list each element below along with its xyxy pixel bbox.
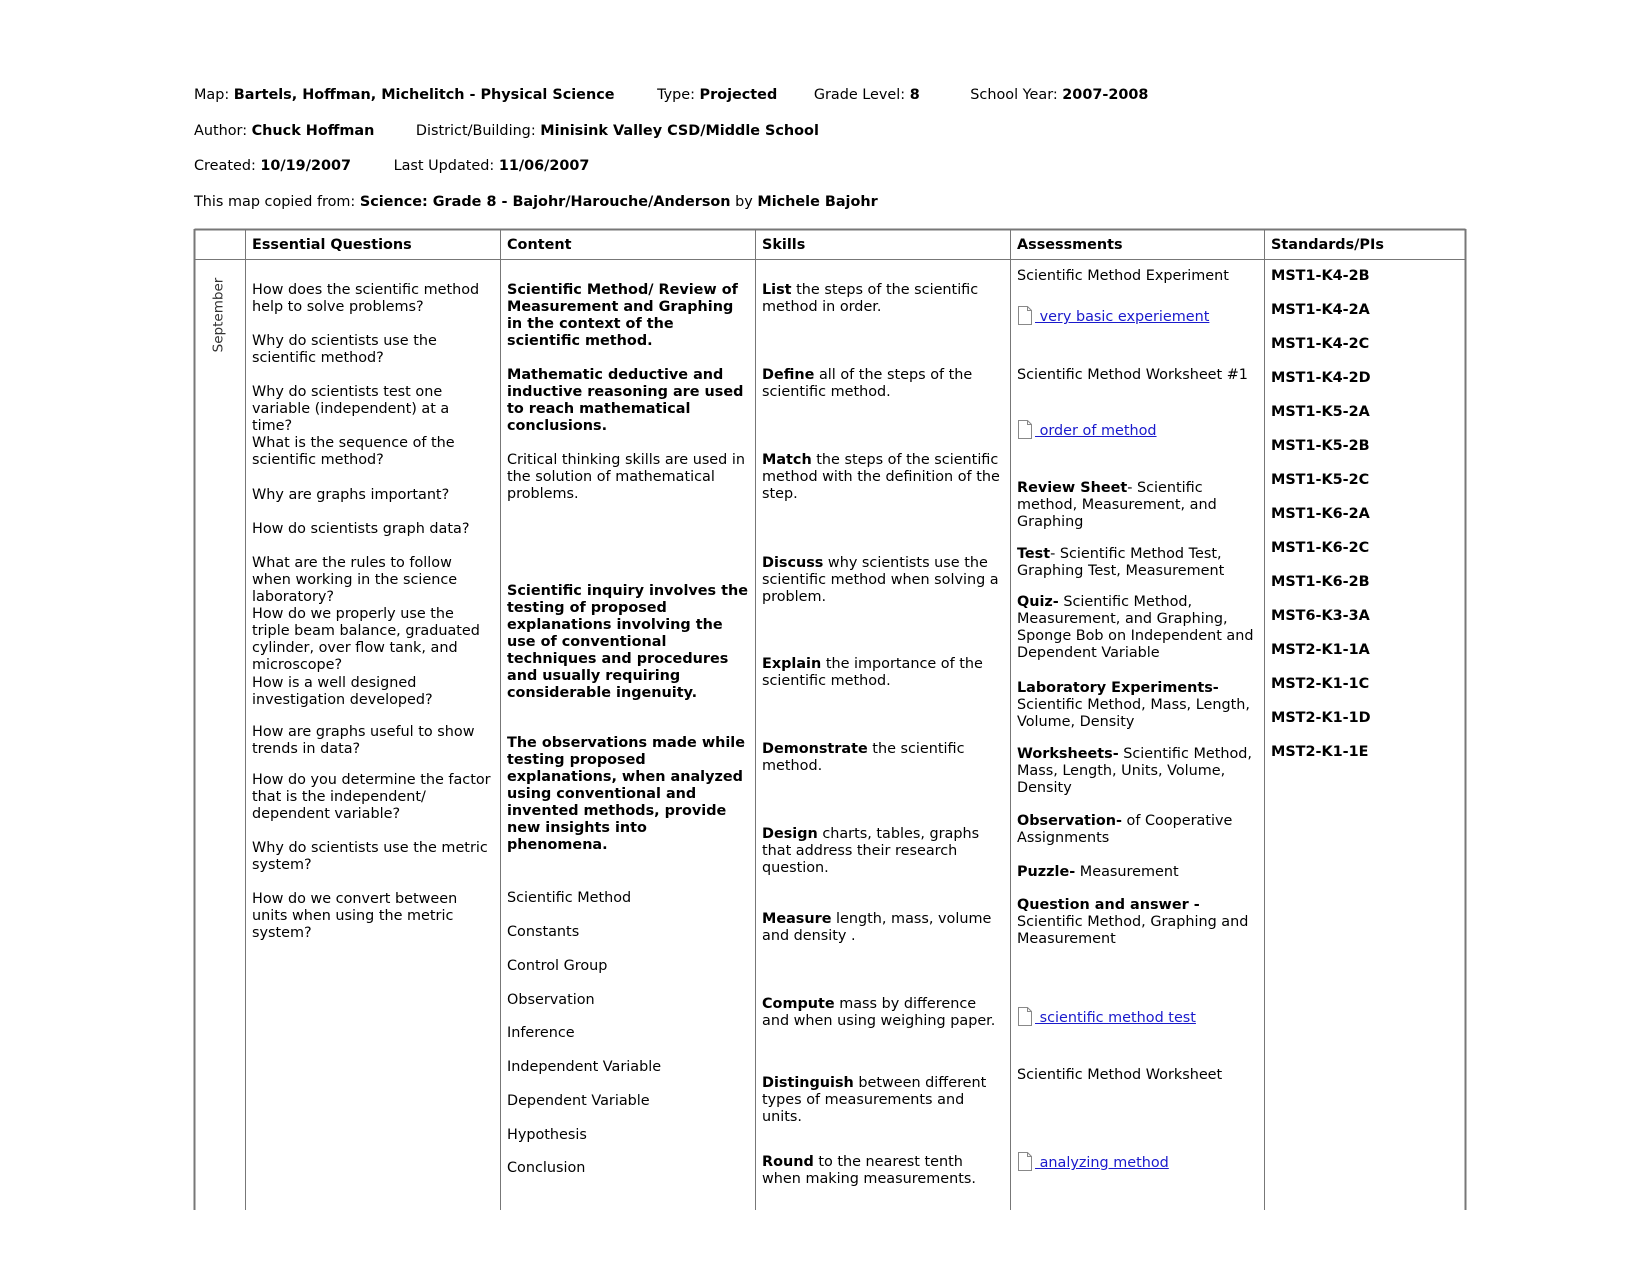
attachment-link-text[interactable]: analyzing method xyxy=(1035,1155,1169,1171)
attachment-link[interactable] xyxy=(1017,1007,1260,1027)
document-icon xyxy=(1017,1152,1033,1171)
content-term: Observation xyxy=(507,992,595,1008)
month-label: September xyxy=(210,277,227,353)
question-item: Why do scientists use the scientific method? xyxy=(252,333,437,366)
standard-code: MST1-K6-2A xyxy=(1271,506,1370,522)
col-header-skills: Skills xyxy=(762,237,806,253)
year-label: School Year: xyxy=(970,87,1058,103)
attachment-link[interactable] xyxy=(1017,1152,1260,1172)
assessment-item: Observation- of Cooperative Assignments xyxy=(1017,813,1233,846)
created-label: Created: xyxy=(194,158,256,174)
col-header-assessments: Assessments xyxy=(1017,237,1123,253)
question-item: How does the scientific method help to solve problems? xyxy=(252,282,480,315)
standard-code: MST6-K3-3A xyxy=(1271,608,1370,624)
content-term: Scientific Method xyxy=(507,890,632,906)
question-item: What is the sequence of the scientific method? xyxy=(252,435,455,468)
assessment-item: Worksheets- Scientific Method, Mass, Length, Units, Volume, Density xyxy=(1017,746,1253,796)
skill-item: Discuss why scientists use the scientific method when solving a problem. xyxy=(762,555,999,605)
district-label: District/Building: xyxy=(415,123,536,139)
question-item: Why do scientists test one variable (independent) at a time? xyxy=(252,384,450,434)
standard-code: MST1-K5-2A xyxy=(1271,404,1370,420)
document-icon xyxy=(1017,1007,1033,1026)
copied-author: Michele Bajohr xyxy=(757,194,878,210)
copied-by: by xyxy=(735,194,753,210)
assessment-item: Puzzle- Measurement xyxy=(1017,864,1179,880)
grade-label: Grade Level: xyxy=(813,87,906,103)
attachment-link[interactable] xyxy=(1017,306,1260,326)
content-paragraph: Mathematic deductive and inductive reasoning are used to reach mathematical conclusions. xyxy=(507,367,744,434)
question-item: How do you determine the factor that is the independent/ dependent variable? xyxy=(252,772,491,822)
standard-code: MST1-K4-2B xyxy=(1271,268,1370,284)
question-item: Why are graphs important? xyxy=(252,487,450,503)
updated-label: Last Updated: xyxy=(393,158,495,174)
assessment-item: Test- Scientific Method Test, Graphing Test, Measurement xyxy=(1017,546,1225,579)
attachment-link-text[interactable]: scientific method test xyxy=(1035,1010,1196,1026)
grade-value: 8 xyxy=(909,87,920,103)
skill-item: List the steps of the scientific method in order. xyxy=(762,282,979,315)
standard-code: MST2-K1-1C xyxy=(1271,676,1370,692)
content-paragraph: Scientific Method/ Review of Measurement and Graphing in the context of the scientific method. xyxy=(507,282,738,349)
question-item: How do scientists graph data? xyxy=(252,521,470,537)
content-term: Conclusion xyxy=(507,1160,586,1176)
year-value: 2007-2008 xyxy=(1062,87,1149,103)
skill-item: Define all of the steps of the scientific method. xyxy=(762,367,973,400)
col-header-standards: Standards/PIs xyxy=(1271,237,1384,253)
assessment-item: Laboratory Experiments- Scientific Method, Mass, Length, Volume, Density xyxy=(1017,680,1250,730)
standard-code: MST2-K1-1D xyxy=(1271,710,1371,726)
content-term: Independent Variable xyxy=(507,1059,662,1075)
question-item: How are graphs useful to show trends in data? xyxy=(252,724,475,757)
assessment-item: Review Sheet- Scientific method, Measurement, and Graphing xyxy=(1017,480,1217,530)
standard-code: MST1-K5-2C xyxy=(1271,472,1370,488)
content-term: Control Group xyxy=(507,958,608,974)
col-header-content: Content xyxy=(507,237,572,253)
assessment-item: Scientific Method Experiment xyxy=(1017,268,1229,284)
standard-code: MST1-K4-2D xyxy=(1271,370,1371,386)
standard-code: MST2-K1-1A xyxy=(1271,642,1370,658)
content-paragraph: The observations made while testing proposed explanations, when analyzed using conventional and invented methods, provide new insights into phenomena. xyxy=(507,735,745,853)
map-label: Map: xyxy=(194,87,230,103)
standard-code: MST1-K4-2A xyxy=(1271,302,1370,318)
content-term: Dependent Variable xyxy=(507,1093,650,1109)
updated-value: 11/06/2007 xyxy=(498,158,590,174)
question-item: How is a well designed investigation developed? xyxy=(252,675,433,708)
col-header-questions: Essential Questions xyxy=(252,237,412,253)
author-value: Chuck Hoffman xyxy=(251,123,375,139)
skill-item: Measure length, mass, volume and density . xyxy=(762,911,992,944)
created-value: 10/19/2007 xyxy=(260,158,352,174)
content-term: Hypothesis xyxy=(507,1127,587,1143)
question-item: Why do scientists use the metric system? xyxy=(252,840,488,873)
district-value: Minisink Valley CSD/Middle School xyxy=(540,123,819,139)
content-term: Inference xyxy=(507,1025,575,1041)
content-paragraph: Critical thinking skills are used in the solution of mathematical problems. xyxy=(507,452,745,502)
author-label: Author: xyxy=(194,123,248,139)
skill-item: Distinguish between different types of measurements and units. xyxy=(762,1075,987,1125)
standard-code: MST1-K6-2C xyxy=(1271,540,1370,556)
content-term: Constants xyxy=(507,924,580,940)
standard-code: MST2-K1-1E xyxy=(1271,744,1369,760)
skill-item: Demonstrate the scientific method. xyxy=(762,741,965,774)
document-icon xyxy=(1017,306,1033,325)
skill-item: Explain the importance of the scientific method. xyxy=(762,656,983,689)
content-paragraph: Scientific inquiry involves the testing of proposed explanations involving the use of conventional techniques and procedures and usually requiring considerable ingenuity. xyxy=(507,583,748,701)
skill-item: Match the steps of the scientific method with the definition of the step. xyxy=(762,452,1000,502)
assessment-item: Quiz- Scientific Method, Measurement, and Graphing, Sponge Bob on Independent and Dependent Variable xyxy=(1017,594,1254,661)
standard-code: MST1-K5-2B xyxy=(1271,438,1370,454)
type-value: Projected xyxy=(699,87,778,103)
assessment-item: Scientific Method Worksheet xyxy=(1017,1067,1223,1083)
standard-code: MST1-K6-2B xyxy=(1271,574,1370,590)
question-item: How do we convert between units when using the metric system? xyxy=(252,891,458,941)
attachment-link-text[interactable]: order of method xyxy=(1035,423,1157,439)
attachment-link-text[interactable]: very basic experiement xyxy=(1035,309,1210,325)
copied-map-value: Science: Grade 8 - Bajohr/Harouche/Anderson xyxy=(359,194,731,210)
assessment-item: Scientific Method Worksheet #1 xyxy=(1017,367,1248,383)
type-label: Type: xyxy=(657,87,695,103)
document-icon xyxy=(1017,420,1033,439)
attachment-link[interactable] xyxy=(1017,420,1260,440)
question-item: How do we properly use the triple beam balance, graduated cylinder, over flow tank, and microscope? xyxy=(252,606,480,673)
skill-item: Round to the nearest tenth when making measurements. xyxy=(762,1154,976,1187)
skill-item: Compute mass by difference and when using weighing paper. xyxy=(762,996,996,1029)
map-value: Bartels, Hoffman, Michelitch - Physical Science xyxy=(233,87,615,103)
assessment-item: Question and answer - Scientific Method, Graphing and Measurement xyxy=(1017,897,1249,947)
skill-item: Design charts, tables, graphs that address their research question. xyxy=(762,826,980,876)
copied-label: This map copied from: xyxy=(194,194,356,210)
question-item: What are the rules to follow when working in the science laboratory? xyxy=(252,555,458,605)
standard-code: MST1-K4-2C xyxy=(1271,336,1370,352)
